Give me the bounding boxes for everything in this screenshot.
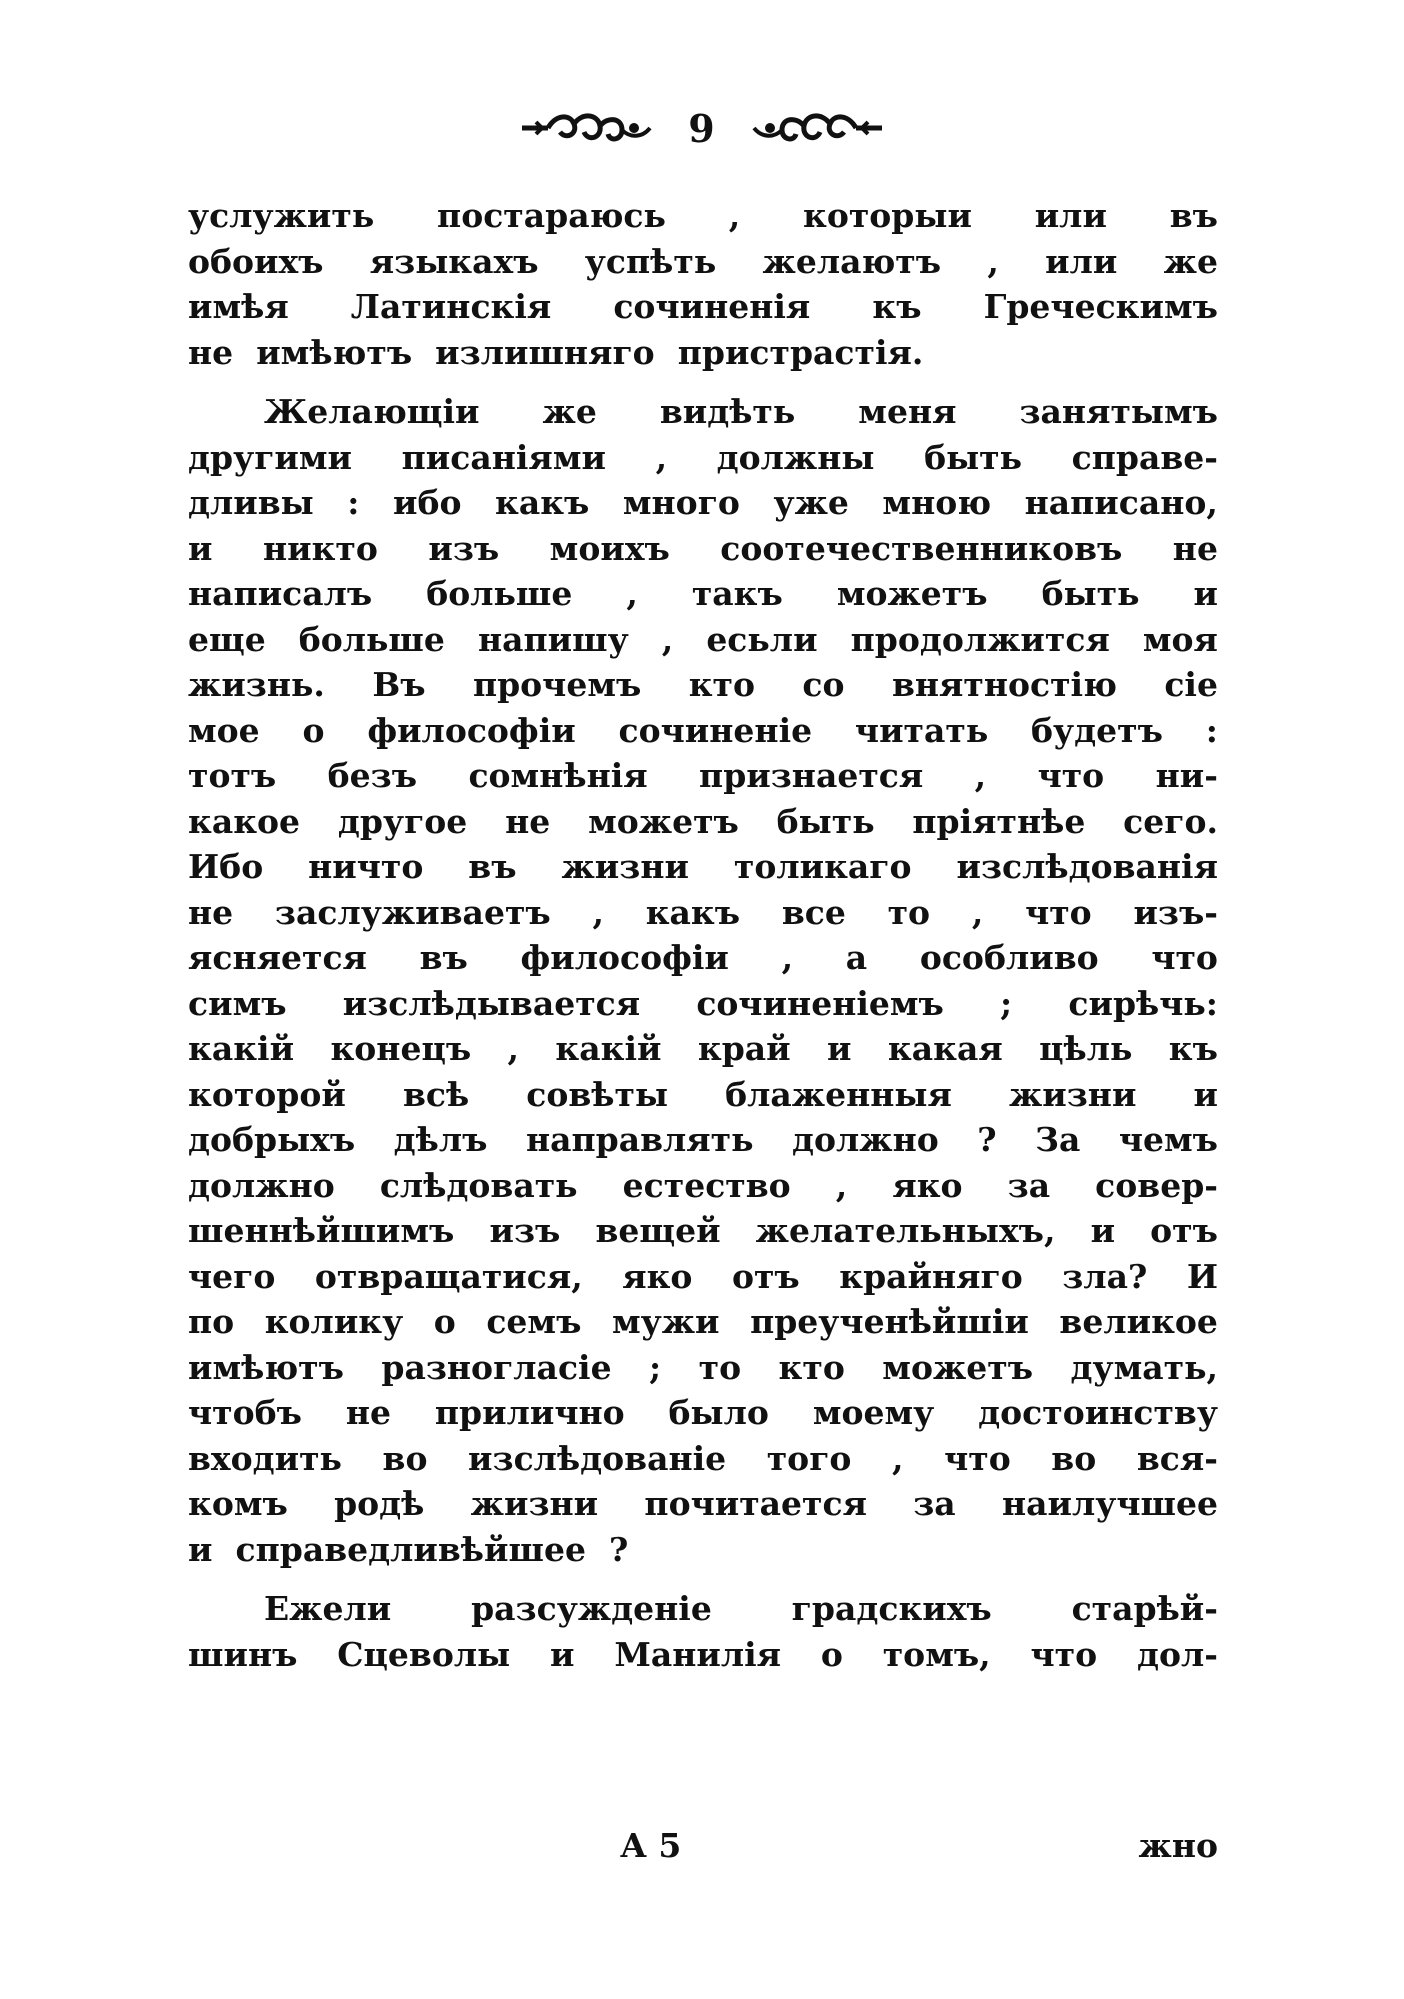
paragraph xyxy=(188,1586,1218,1677)
text-line: входить во изслѣдованіе того , что во вся- xyxy=(188,1438,1218,1478)
text-line: симъ изслѣдывается сочиненіемъ ; сирѣчь: xyxy=(188,983,1218,1023)
text-line: Желающіи же видѣть меня занятымъ xyxy=(264,392,1218,431)
ornament-left-icon xyxy=(518,108,658,148)
text-line: и справедливѣйшее ? xyxy=(188,1529,629,1569)
catchword: жно xyxy=(1138,1826,1218,1865)
text-line: чтобъ не прилично было моему достоинству xyxy=(188,1393,1218,1432)
body-text xyxy=(188,193,1218,1677)
text-line: услужить постараюсь , которыи или въ xyxy=(188,196,1218,235)
paragraph-gap xyxy=(188,375,1218,389)
paragraph xyxy=(188,389,1218,1572)
paragraph-gap xyxy=(188,1572,1218,1586)
text-line: ясняется въ философіи , а особливо что xyxy=(188,938,1218,977)
text-line: шеннѣйшимъ изъ вещей желательныхъ, и отъ xyxy=(188,1211,1218,1250)
page-number: 9 xyxy=(688,105,716,151)
text-line: чего отвращатися, яко отъ крайняго зла? И xyxy=(188,1256,1218,1296)
text-line: не заслуживаетъ , какъ все то , что изъ- xyxy=(188,892,1218,932)
text-line: комъ родѣ жизни почитается за наилучшее xyxy=(188,1484,1218,1523)
text-line: Ибо ничто въ жизни толикаго изслѣдованія xyxy=(188,847,1218,886)
text-line: должно слѣдовать естество , яко за совер- xyxy=(188,1165,1218,1205)
text-line: мое о философіи сочиненіе читать будетъ : xyxy=(188,710,1218,750)
text-line: написалъ больше , такъ можетъ быть и xyxy=(188,574,1218,613)
text-line: имѣютъ разногласіе ; то кто можетъ думать, xyxy=(188,1347,1218,1387)
text-line: по колику о семъ мужи преученѣйшіи великое xyxy=(188,1302,1218,1341)
text-line: имѣя Латинскія сочиненія къ Греческимъ xyxy=(188,287,1218,326)
text-line: которой всѣ совѣты блаженныя жизни и xyxy=(188,1074,1218,1114)
paragraph xyxy=(188,193,1218,375)
text-line: шинъ Сцеволы и Манилія о томъ, что дол- xyxy=(188,1634,1218,1674)
text-line: тотъ безъ сомнѣнія признается , что ни- xyxy=(188,756,1218,795)
text-line: какій конецъ , какій край и какая цѣль къ xyxy=(188,1029,1218,1068)
ornament-right-icon xyxy=(746,108,886,148)
text-line: и никто изъ моихъ соотечественниковъ не xyxy=(188,528,1218,568)
text-line: не имѣютъ излишняго пристрастія. xyxy=(188,332,924,372)
text-line: обоихъ языкахъ успѣть желаютъ , или же xyxy=(188,241,1218,281)
text-line: другими писаніями , должны быть справе- xyxy=(188,437,1218,477)
signature-mark: А 5 xyxy=(620,1826,682,1865)
page-footer xyxy=(188,1826,1218,1876)
text-line: добрыхъ дѣлъ направлять должно ? За чемъ xyxy=(188,1120,1218,1159)
text-line: какое другое не можетъ быть пріятнѣе сего. xyxy=(188,801,1218,841)
page-header xyxy=(0,98,1404,158)
text-line: еще больше напишу , есьли продолжится моя xyxy=(188,619,1218,659)
text-line: жизнь. Въ прочемъ кто со внятностію сіе xyxy=(188,665,1218,704)
text-line: дливы : ибо какъ много уже мною написано, xyxy=(188,483,1218,522)
text-line: Ежели разсужденіе градскихъ старѣй- xyxy=(264,1589,1218,1628)
